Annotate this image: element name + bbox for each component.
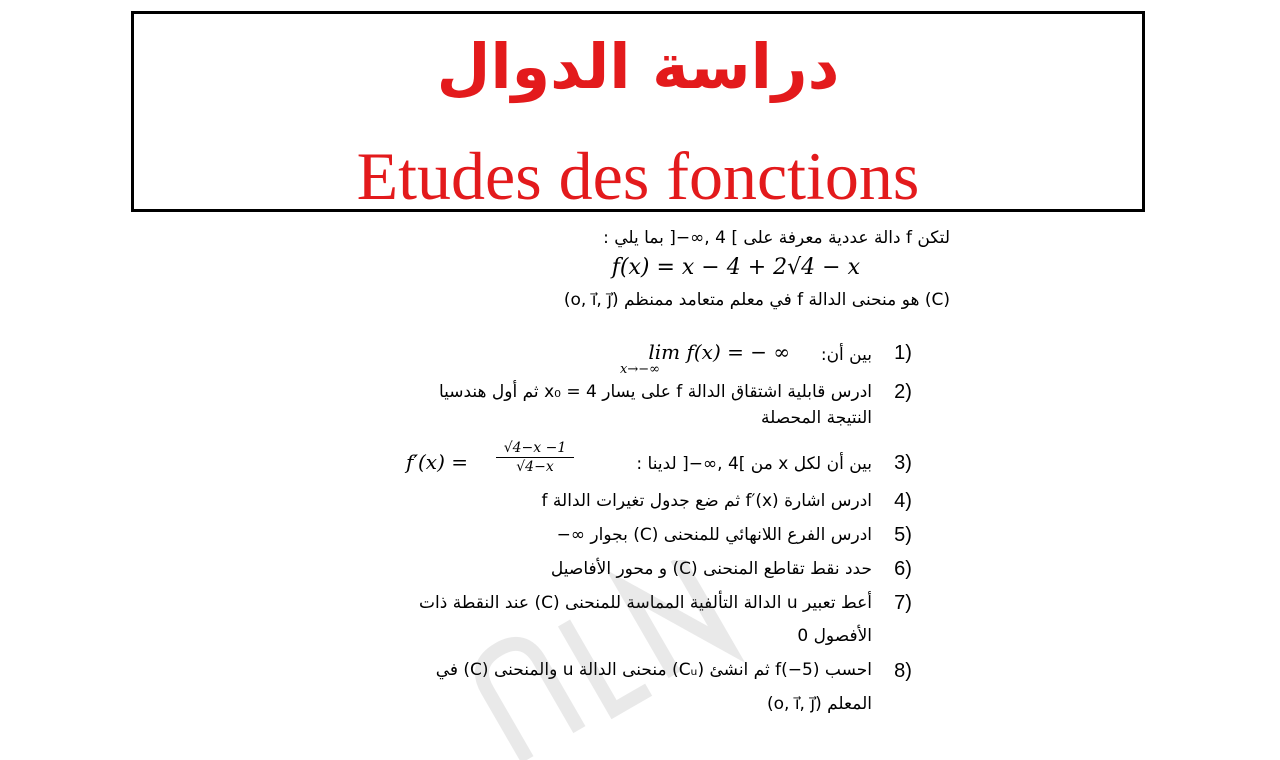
question-number: 6) bbox=[894, 558, 912, 580]
intro-line-1: لتكن f دالة عددية معرفة على ] 4 ,∞−[ بما يلي : bbox=[603, 228, 950, 248]
question-number: 2) bbox=[894, 381, 912, 403]
title-arabic: دراسة الدوال bbox=[436, 30, 840, 103]
question-number: 4) bbox=[894, 490, 912, 512]
question-text-cont: الأفصول 0 bbox=[797, 626, 872, 646]
question-text-cont: المعلم (o, ı⃗, ȷ⃗) bbox=[766, 694, 872, 714]
question-text: ادرس اشارة f′(x) ثم ضع جدول تغيرات الدالة f bbox=[541, 491, 872, 511]
question-number: 8) bbox=[894, 660, 912, 682]
question-text: بين أن: bbox=[820, 345, 872, 365]
derivative-fraction bbox=[496, 440, 574, 475]
fraction-denominator: √4−x bbox=[516, 459, 554, 475]
question-number: 3) bbox=[894, 452, 912, 474]
question-number: 7) bbox=[894, 592, 912, 614]
question-text-cont: النتيجة المحصلة bbox=[761, 408, 872, 428]
limit-subscript: x→−∞ bbox=[620, 362, 660, 377]
question-text: أعط تعبير u الدالة التألفية المماسة للمنحنى (C) عند النقطة ذات bbox=[419, 593, 872, 613]
derivative-lhs: f′(x) = bbox=[406, 450, 468, 474]
fraction-bar bbox=[496, 457, 574, 458]
title-box bbox=[131, 11, 1145, 212]
fraction-numerator: √4−x −1 bbox=[503, 440, 567, 456]
intro-line-3: (C) هو منحنى الدالة f في معلم متعامد ممنظم (o, ı⃗, ȷ⃗) bbox=[563, 290, 950, 310]
intro-formula: f(x) = x − 4 + 2√4 − x bbox=[611, 255, 860, 280]
question-text: ادرس قابلية اشتقاق الدالة f على يسار 4 = x₀ ثم أول هندسيا bbox=[438, 382, 872, 402]
limit-expression: lim f(x) = − ∞ bbox=[648, 340, 790, 364]
title-french: Etudes des fonctions bbox=[356, 138, 920, 214]
question-number: 5) bbox=[894, 524, 912, 546]
question-text: بين أن لكل x من ]4 ,∞−[ لدينا : bbox=[636, 454, 872, 474]
question-text: ادرس الفرع اللانهائي للمنحنى (C) بجوار ∞− bbox=[556, 525, 872, 545]
question-text: حدد نقط تقاطع المنحنى (C) و محور الأفاصيل bbox=[550, 559, 872, 579]
question-number: 1) bbox=[894, 342, 912, 364]
question-text: احسب (5−)f ثم انشئ (Cᵤ) منحنى الدالة u والمنحنى (C) في bbox=[435, 660, 872, 680]
